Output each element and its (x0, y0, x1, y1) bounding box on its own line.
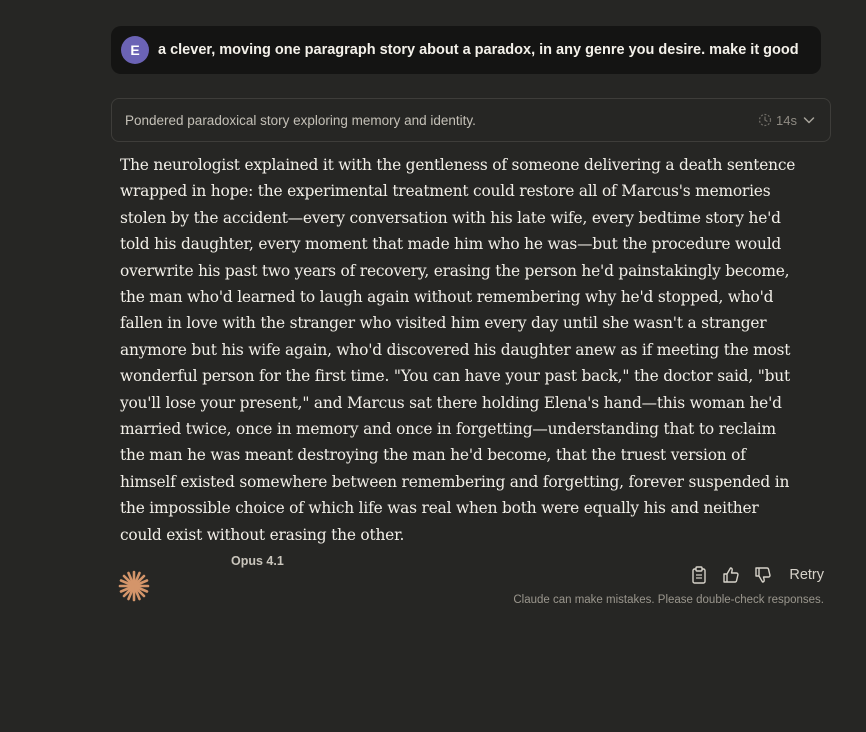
claude-spark-logo (117, 569, 151, 603)
chevron-down-icon[interactable] (801, 112, 817, 128)
thinking-summary-toggle[interactable] (111, 98, 831, 142)
disclaimer-text: Claude can make mistakes. Please double-check responses. (513, 594, 824, 606)
thinking-duration: 14s (776, 112, 797, 128)
thumbs-down-icon[interactable] (753, 563, 773, 587)
retry-button[interactable]: Retry (789, 567, 824, 583)
clipboard-icon[interactable] (689, 563, 709, 587)
timer-icon (758, 113, 772, 127)
model-name: Opus 4.1 (231, 554, 284, 568)
thinking-summary-text: Pondered paradoxical story exploring memory and identity. (125, 112, 476, 128)
thinking-meta (758, 112, 817, 128)
thumbs-up-icon[interactable] (721, 563, 741, 587)
user-message (111, 26, 821, 74)
message-actions (689, 563, 824, 587)
user-avatar[interactable]: E (121, 36, 149, 64)
assistant-response: The neurologist explained it with the gentleness of someone delivering a death sentence wrapped in hope: the experimental treatment could restore all of Marcus's memories stolen by the accident—every conversation with his late wife, every bedtime story he'd told his daughter, every moment that made him who he was—but the procedure would overwrite his past two years of recovery, erasing the person he'd painstakingly become, the man who'd learned to laugh again without remembering why he'd stopped, who'd fallen in love with the stranger who visited him every day until she wasn't a stranger anymore but his wife again, who'd discovered his daughter anew as if meeting the most wonderful person for the first time. "You can have your past back," the doctor said, "but you'll lose your present," and Marcus sat there holding Elena's hand—this woman he'd married twice, once in memory and once in forgetting—understanding that to reclaim the man he was meant destroying the man he'd become, that the truest version of himself existed somewhere between remembering and forgetting, forever suspended in the impossible choice of which life was real when both were equally his and neither could exist without erasing the other. (120, 156, 796, 544)
user-message-text: a clever, moving one paragraph story about a paradox, in any genre you desire. make it good (158, 42, 799, 58)
